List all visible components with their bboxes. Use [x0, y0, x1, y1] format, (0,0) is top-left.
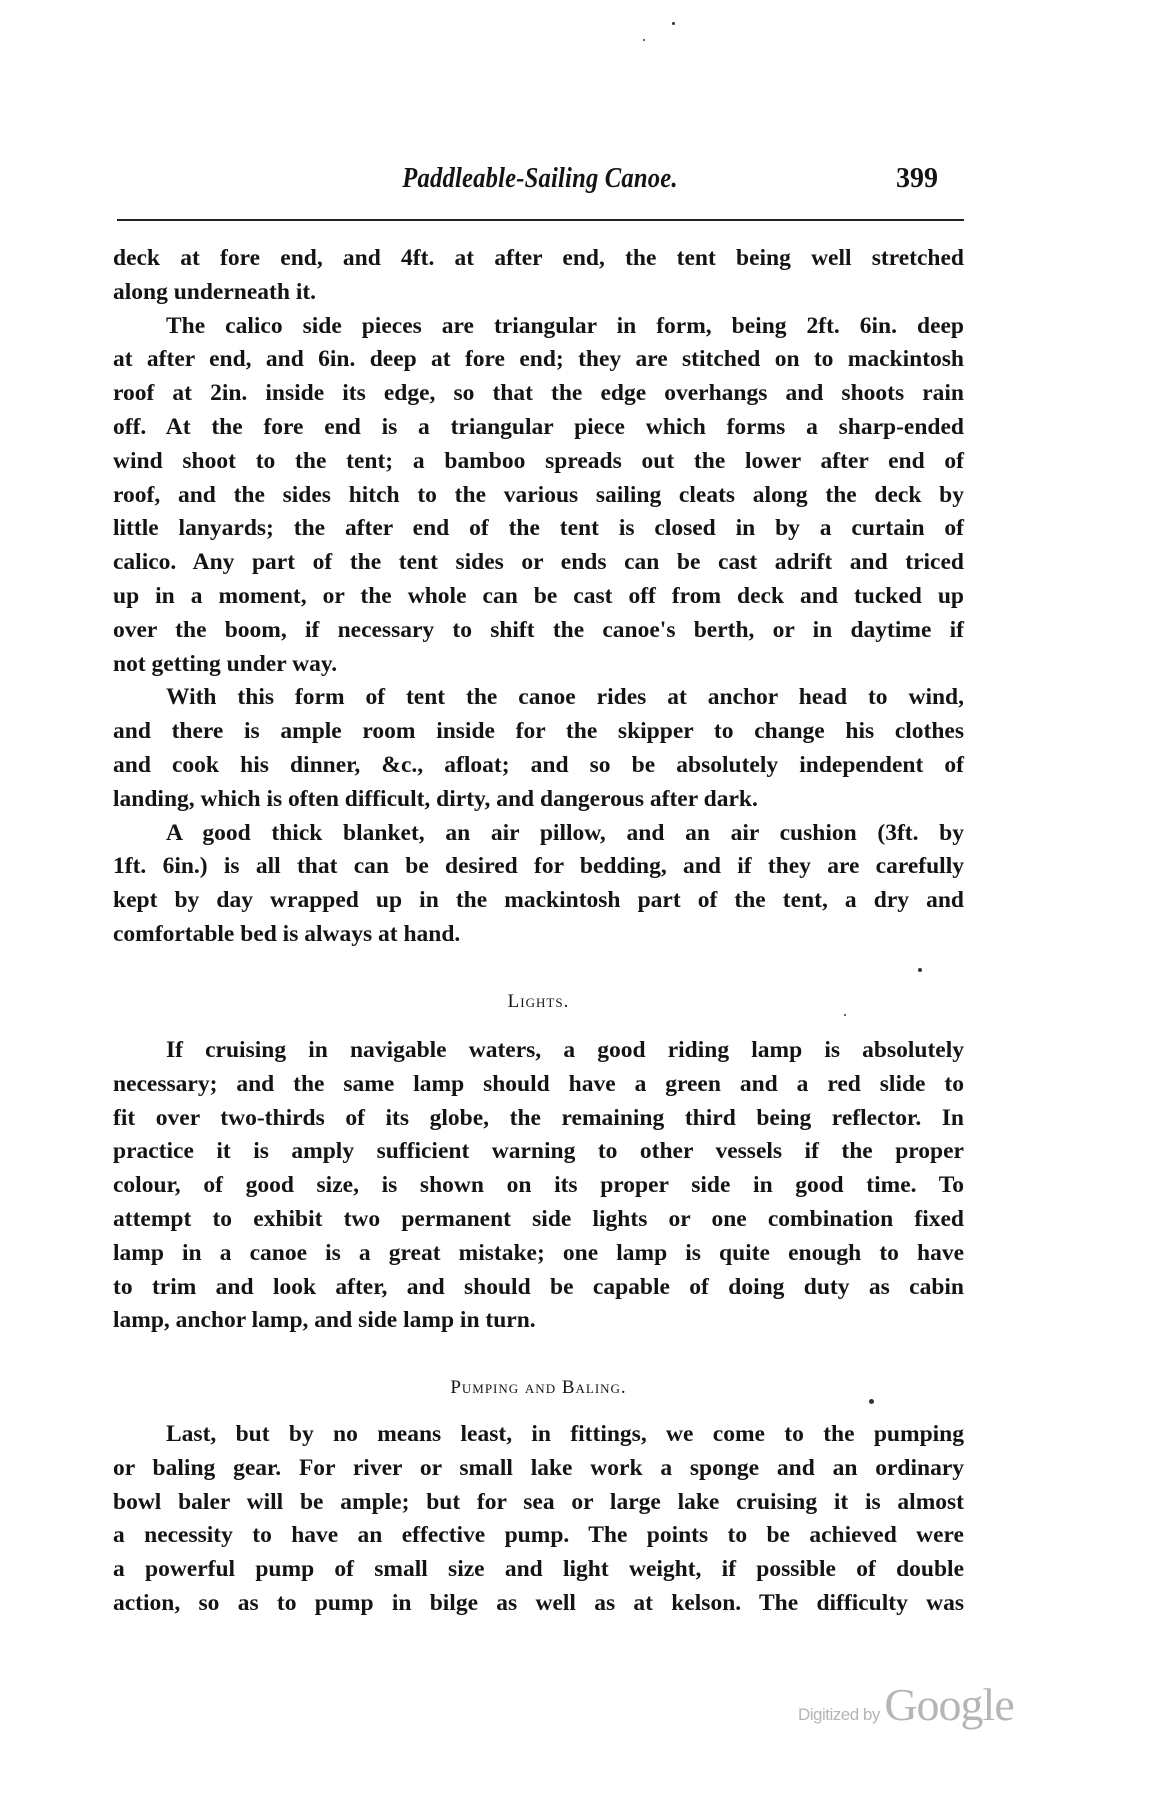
text-line: The calico side pieces are triangular in form, being 2ft. 6in. deep: [166, 312, 964, 339]
text-line: lamp, anchor lamp, and side lamp in turn.: [113, 1307, 536, 1334]
text-line: roof at 2in. inside its edge, so that the edge overhangs and shoots rain: [113, 380, 964, 407]
scan-speck: [672, 22, 675, 25]
text-line: along underneath it.: [113, 278, 317, 305]
google-logo-text: Google: [884, 1679, 1014, 1730]
text-line: over the boom, if necessary to shift the canoe's berth, or in daytime if: [113, 616, 964, 643]
text-line: a powerful pump of small size and light weight, if possible of double: [113, 1556, 964, 1583]
watermark-prefix: Digitized by: [798, 1705, 880, 1724]
text-line: or baling gear. For river or small lake work a sponge and an ordinary: [113, 1454, 964, 1481]
header-rule: [117, 219, 964, 221]
text-line: a necessity to have an effective pump. The points to be achieved were: [113, 1522, 964, 1549]
text-line: necessary; and the same lamp should have a green and a red slide to: [113, 1070, 964, 1097]
running-title: Paddleable-Sailing Canoe.: [402, 163, 678, 194]
text-line: at after end, and 6in. deep at fore end; they are stitched on to mackintosh: [113, 346, 964, 373]
text-line: little lanyards; the after end of the tent is closed in by a curtain of: [113, 515, 964, 542]
text-line: roof, and the sides hitch to the various sailing cleats along the deck by: [113, 481, 964, 508]
body-text-lights: [113, 1034, 964, 1338]
text-line: to trim and look after, and should be capable of doing duty as cabin: [113, 1273, 964, 1300]
text-line: A good thick blanket, an air pillow, and an air cushion (3ft. by: [166, 819, 964, 846]
text-line: With this form of tent the canoe rides at anchor head to wind,: [166, 684, 964, 711]
text-line: Last, but by no means least, in fittings, we come to the pumping: [166, 1421, 964, 1447]
text-line: not getting under way.: [113, 650, 338, 677]
text-line: lamp in a canoe is a great mistake; one lamp is quite enough to have: [113, 1239, 964, 1266]
text-line: wind shoot to the tent; a bamboo spreads out the lower after end of: [113, 447, 964, 474]
text-line: comfortable bed is always at hand.: [113, 920, 461, 947]
text-line: If cruising in navigable waters, a good riding lamp is absolutely: [166, 1037, 964, 1063]
body-text-tent: [113, 242, 964, 952]
scan-speck: [844, 1014, 846, 1016]
text-line: deck at fore end, and 4ft. at after end, the tent being well stretched: [113, 245, 964, 271]
text-line: landing, which is often difficult, dirty, and dangerous after dark.: [113, 785, 758, 812]
section-heading-pumping: Pumping and Baling.: [450, 1377, 627, 1398]
body-text-pumping: [113, 1418, 964, 1621]
text-line: fit over two-thirds of its globe, the remaining third being reflector. In: [113, 1104, 964, 1131]
text-line: attempt to exhibit two permanent side lights or one combination fixed: [113, 1205, 964, 1232]
text-line: 1ft. 6in.) is all that can be desired for bedding, and if they are carefully: [113, 853, 964, 880]
text-line: and cook his dinner, &c., afloat; and so be absolutely independent of: [113, 751, 964, 778]
scan-speck: [869, 1399, 874, 1404]
text-line: calico. Any part of the tent sides or ends can be cast adrift and triced: [113, 549, 964, 576]
scan-speck: [643, 39, 645, 41]
text-line: up in a moment, or the whole can be cast off from deck and tucked up: [113, 582, 964, 609]
text-line: action, so as to pump in bilge as well as at kelson. The difficulty was: [113, 1589, 964, 1616]
page-number: 399: [896, 163, 938, 194]
text-line: bowl baler will be ample; but for sea or large lake cruising it is almost: [113, 1488, 964, 1515]
google-watermark: [798, 1678, 1014, 1731]
text-line: off. At the fore end is a triangular piece which forms a sharp-ended: [113, 413, 964, 440]
section-heading-lights: Lights.: [507, 991, 570, 1012]
text-line: practice it is amply sufficient warning to other vessels if the proper: [113, 1138, 964, 1165]
text-line: colour, of good size, is shown on its proper side in good time. To: [113, 1172, 964, 1199]
running-head: [116, 163, 964, 199]
text-line: kept by day wrapped up in the mackintosh part of the tent, a dry and: [113, 887, 964, 914]
scan-speck: [918, 968, 922, 972]
text-line: and there is ample room inside for the skipper to change his clothes: [113, 718, 964, 745]
